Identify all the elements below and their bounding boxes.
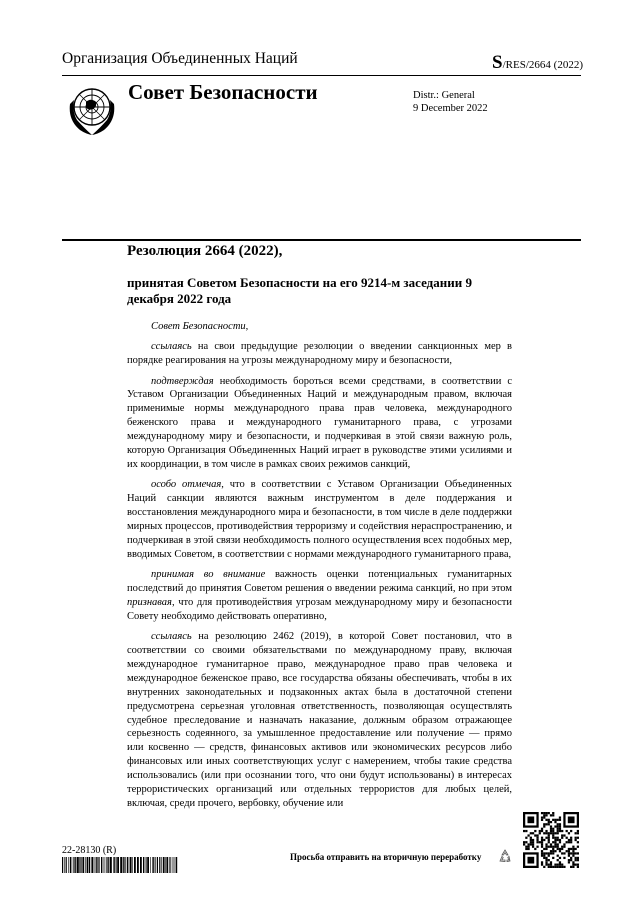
opening-line bbox=[127, 320, 512, 334]
p3-lead: особо отмечая bbox=[151, 479, 222, 491]
p1-lead: ссылаясь bbox=[151, 341, 192, 353]
document-number: 22-28130 (R) bbox=[62, 845, 117, 856]
p5-text: на резолюцию 2462 (2019), в которой Совет постановил, что в соответствии со своими обязательствами по международному праву, включая международное гуманитарное право, международное право прав человека и международное беженское право, все государства обязаны обеспечивать, чтобы в их внутренних законодательных и подзаконных актах была в достаточной степени предусмотрена серьезная уголовная ответственность, позволяющая осуществлять судебное преследование и назначать наказание, должным образом отражающее серьезность содеянного, за умышленное предоставление или получение — прямо или косвенно — средств, финансовых активов или экономических ресурсов либо финансовых или иных соответствующих услуг с намерением, чтобы такие средства использовались (или при осознании того, что они будут использованы) в интересах террористических организаций или отдельных террористов для любых целей, включая, среди прочего, вербовку, обучение или bbox=[127, 631, 512, 809]
p4-text: важность оценки потенциальных гуманитарных последствий до принятия Советом решения о введении режима санкций, но при этом bbox=[127, 569, 512, 594]
symbol-rest: /RES/2664 (2022) bbox=[502, 59, 583, 71]
un-emblem-icon bbox=[62, 80, 122, 140]
distribution-info bbox=[413, 89, 488, 115]
paragraph-2 bbox=[127, 375, 512, 472]
p4-lead2: признавая bbox=[127, 596, 172, 608]
paragraph-1 bbox=[127, 340, 512, 368]
council-name: Совет Безопасности bbox=[128, 80, 318, 104]
p5-lead: ссылаясь bbox=[151, 631, 192, 643]
p1-text: на свои предыдущие резолюции о введении санкционных мер в порядке реагирования на угрозы международному миру и безопасности, bbox=[127, 341, 512, 367]
resolution-title: Резолюция 2664 (2022), bbox=[127, 243, 283, 259]
p4-text2: , что для противодействия угрозам международному миру и безопасности Совету необходимо действовать оперативно, bbox=[127, 596, 512, 622]
opening-text: Совет Безопасности, bbox=[151, 321, 249, 332]
recycle-icon bbox=[497, 848, 513, 864]
organization-name: Организация Объединенных Наций bbox=[62, 50, 298, 67]
p4-lead: принимая во внимание bbox=[151, 569, 266, 581]
paragraph-5 bbox=[127, 630, 512, 811]
document-date: 9 December 2022 bbox=[413, 103, 488, 114]
p2-lead: подтверждая bbox=[151, 375, 214, 387]
resolution-subtitle: принятая Советом Безопасности на его 9214-м заседании 9 декабря 2022 года bbox=[127, 275, 472, 306]
document-symbol bbox=[492, 52, 583, 74]
header-rule bbox=[62, 75, 581, 76]
symbol-letter: S bbox=[492, 52, 503, 73]
distr-label: Distr.: General bbox=[413, 90, 475, 101]
recycle-note: Просьба отправить на вторичную переработку bbox=[290, 852, 482, 862]
resolution-body bbox=[127, 320, 512, 811]
barcode-icon bbox=[62, 857, 178, 873]
paragraph-4 bbox=[127, 568, 512, 624]
paragraph-3 bbox=[127, 478, 512, 561]
p3-text: , что в соответствии с Уставом Организации Объединенных Наций санкции являются важным инструментом в деле поддержания и восстановления международного мира и безопасности, в том числе в деле поддержки мирных процессов, противодействия терроризму и содействия нераспространению, и подчеркивая в этой связи необходимость полного осуществления всех подобных мер, вводимых Советом, в соответствии с нормами международного гуманитарного права, bbox=[127, 479, 512, 560]
p2-text: необходимость бороться всеми средствами, в соответствии с Уставом Организации Объединенных Наций и международным правом, включая применимые нормы международного права прав человека, международного беженского права и международного гуманитарного права, с угрозами международному миру и безопасности, и подчеркивая в этой связи важную роль, которую Организация Объединенных Наций играет в руководстве этими усилиями и их координации, в том числе в рамках своих режимов санкций, bbox=[127, 375, 512, 470]
qr-code-icon bbox=[523, 812, 579, 868]
title-rule bbox=[62, 239, 581, 241]
